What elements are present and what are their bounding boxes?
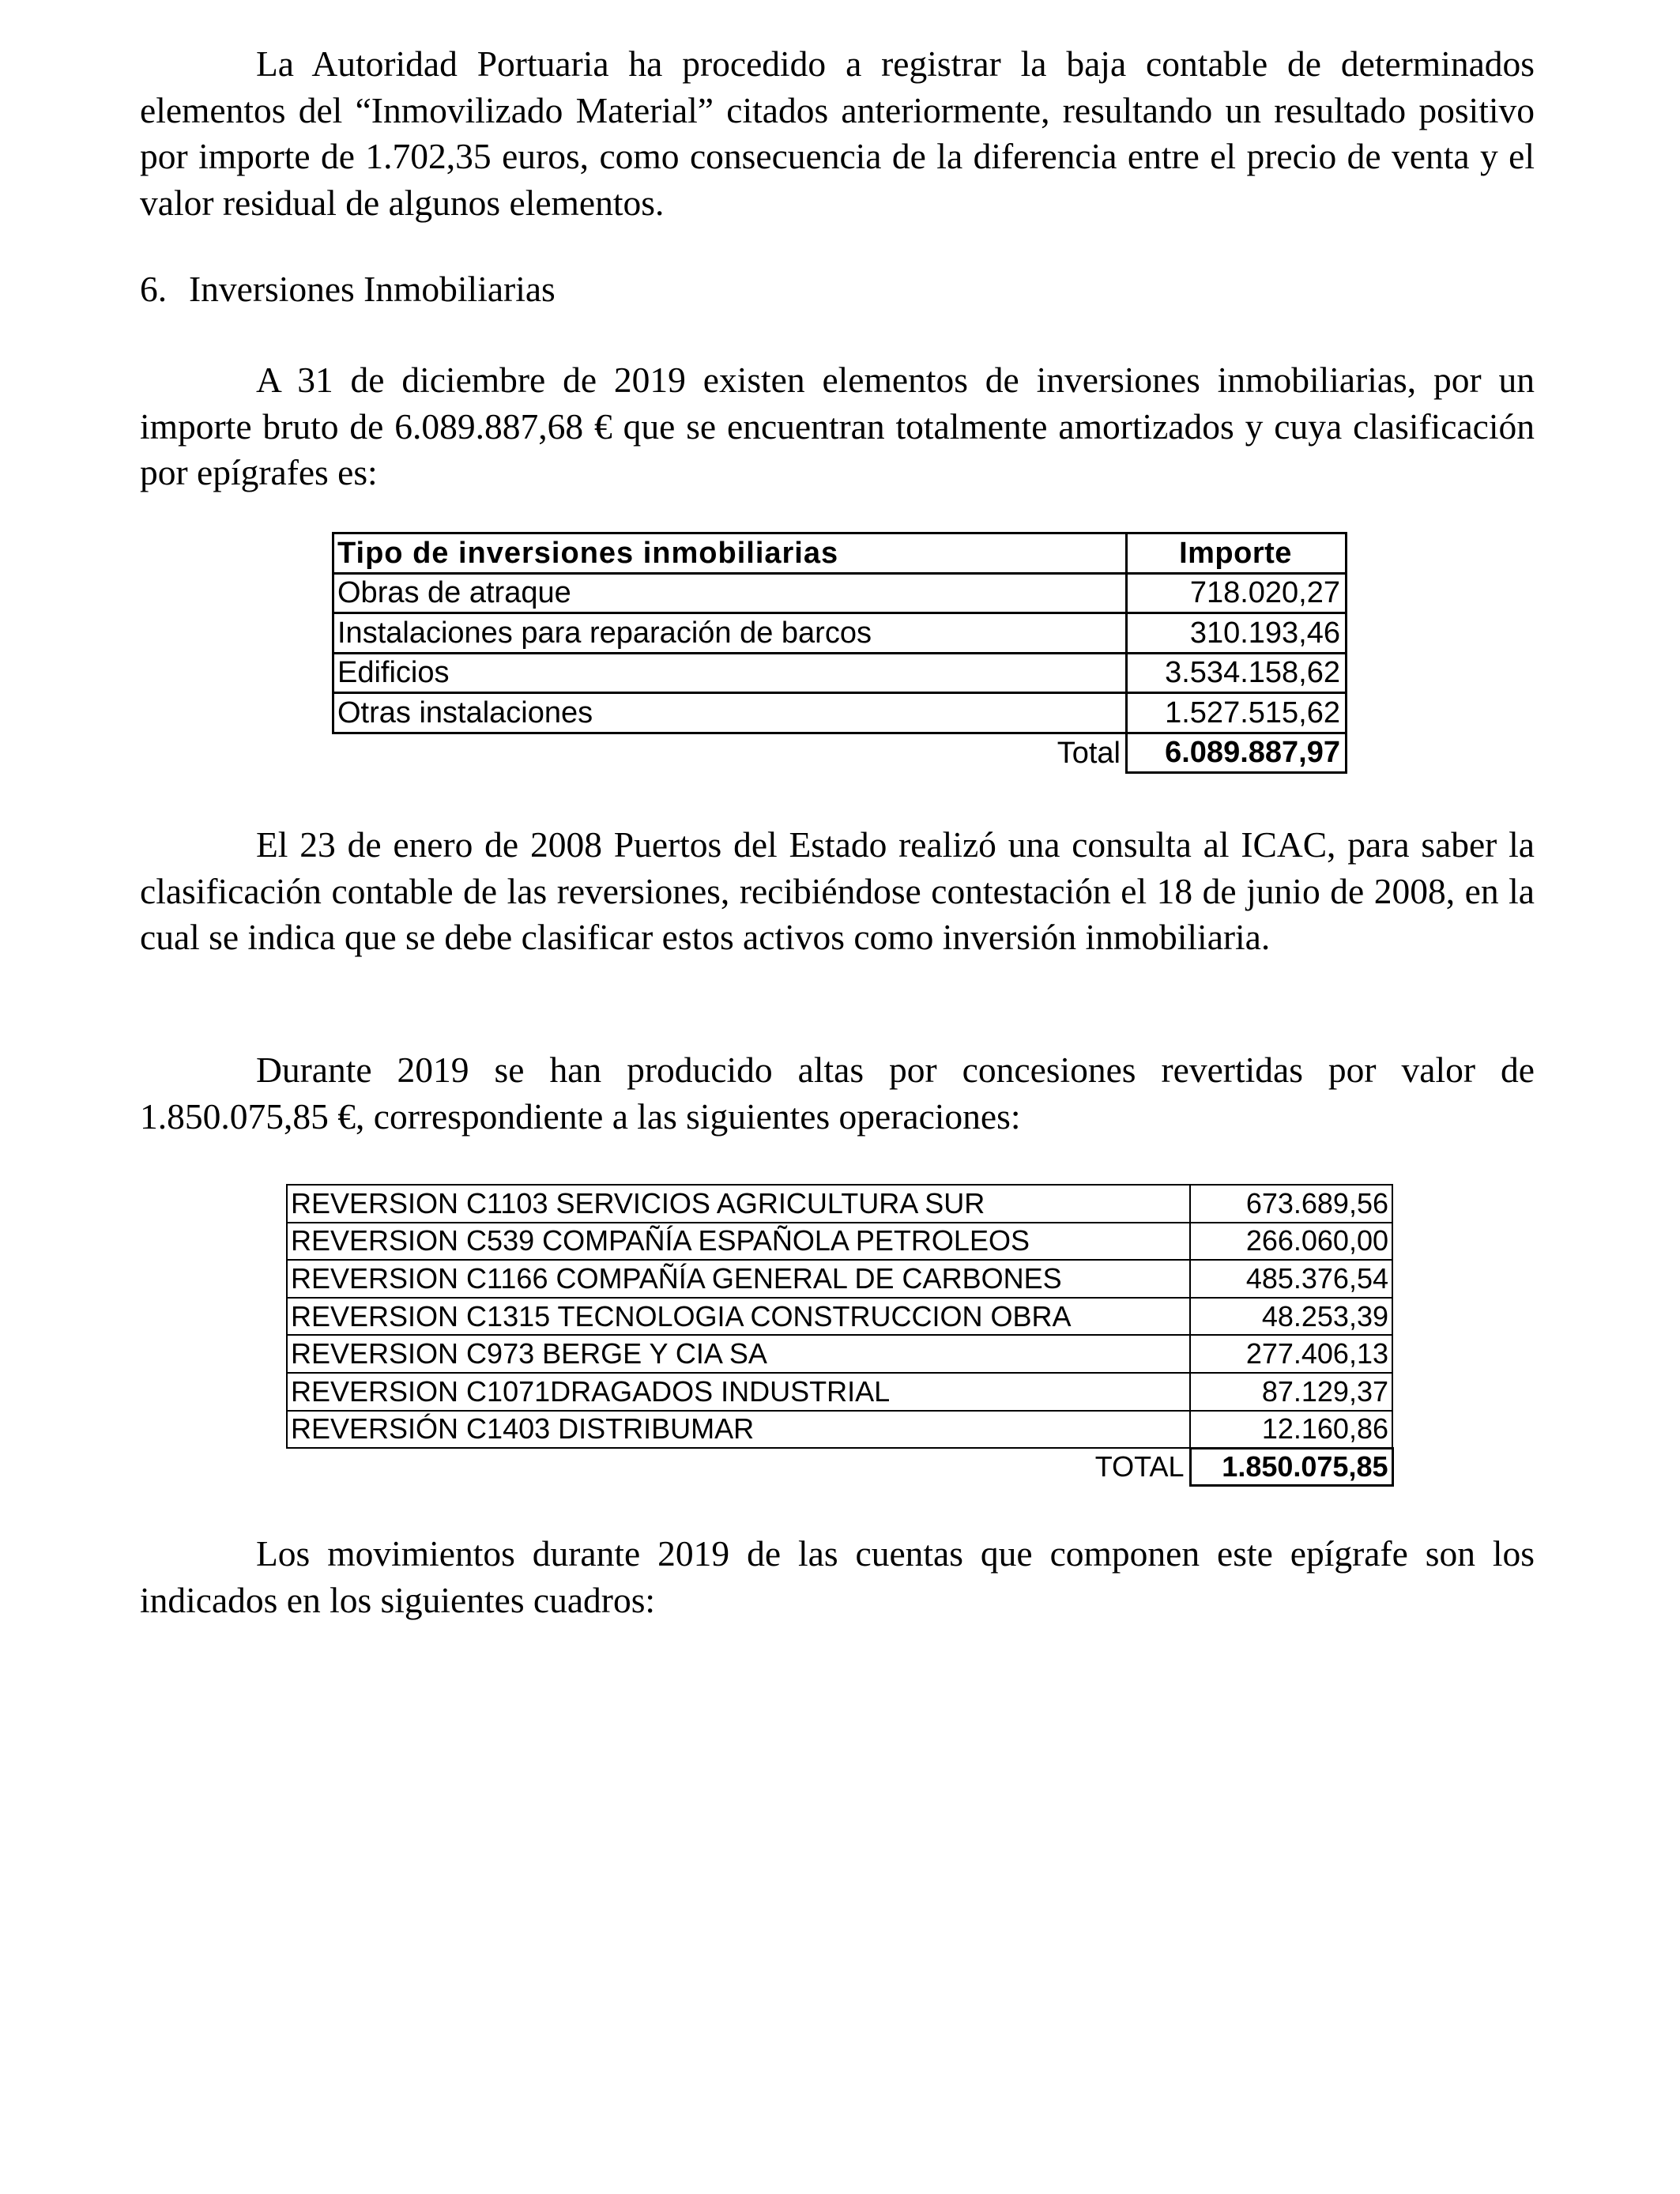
paragraph-text: Durante 2019 se han producido altas por concesiones revertidas por valor de 1.850.075,85 €, correspondiente a las siguientes operaciones: [140,1050,1535,1137]
row-amount: 673.689,56 [1190,1185,1392,1223]
total-label: TOTAL [1094,1450,1185,1483]
reversions-table [286,1184,1394,1487]
header-tipo: Tipo de inversiones inmobiliarias [333,533,1127,574]
row-label: Otras instalaciones [333,693,1127,733]
paragraph-text: Los movimientos durante 2019 de las cuentas que componen este epígrafe son los indicados en los siguientes cuadros: [140,1533,1535,1620]
row-label: REVERSION C1103 SERVICIOS AGRICULTURA SUR [287,1185,1190,1223]
paragraph-movimientos [140,1531,1535,1623]
investment-types-table [332,532,1347,774]
table-row [287,1411,1392,1449]
row-amount: 3.534.158,62 [1127,653,1347,693]
row-amount: 277.406,13 [1190,1335,1392,1373]
table-total-row [333,733,1347,773]
row-amount: 12.160,86 [1190,1411,1392,1449]
row-amount: 48.253,39 [1190,1298,1392,1336]
total-value: 1.850.075,85 [1190,1448,1392,1486]
paragraph-text: A 31 de diciembre de 2019 existen elementos de inversiones inmobiliarias, por un importe bruto de 6.089.887,68 € que se encuentran totalmente amortizados y cuya clasificación por epígrafes es: [140,360,1535,492]
row-label: Instalaciones para reparación de barcos [333,613,1127,654]
paragraph-icac-consulta [140,822,1535,961]
section-title: Inversiones Inmobiliarias [189,269,556,309]
table-row [333,653,1347,693]
row-label: REVERSION C1166 COMPAÑÍA GENERAL DE CARBONES [287,1260,1190,1298]
paragraph-altas-concesiones [140,1047,1535,1140]
paragraph-text: El 23 de enero de 2008 Puertos del Estado realizó una consulta al ICAC, para saber la clasificación contable de las reversiones, recibiéndose contestación el 18 de junio de 2008, en la cual se indica que se debe clasificar estos activos como inversión inmobiliaria. [140,824,1535,957]
table-row [333,693,1347,733]
row-amount: 718.020,27 [1127,573,1347,613]
table-row [287,1260,1392,1298]
table-row [287,1298,1392,1336]
row-amount: 310.193,46 [1127,613,1347,654]
header-importe: Importe [1127,533,1347,574]
total-value: 6.089.887,97 [1127,733,1347,773]
row-label: Edificios [333,653,1127,693]
table-row [287,1335,1392,1373]
row-label: REVERSIÓN C1403 DISTRIBUMAR [287,1411,1190,1449]
table-row [287,1185,1392,1223]
table-total-row [287,1448,1392,1486]
row-label: REVERSION C1315 TECNOLOGIA CONSTRUCCION OBRA [287,1298,1190,1336]
row-label: REVERSION C539 COMPAÑÍA ESPAÑOLA PETROLEOS [287,1223,1190,1261]
table-row [333,573,1347,613]
row-amount: 87.129,37 [1190,1373,1392,1411]
row-amount: 485.376,54 [1190,1260,1392,1298]
row-label: REVERSION C1071DRAGADOS INDUSTRIAL [287,1373,1190,1411]
row-amount: 266.060,00 [1190,1223,1392,1261]
paragraph-inversiones-intro [140,357,1535,496]
row-label: REVERSION C973 BERGE Y CIA SA [287,1335,1190,1373]
row-label: Obras de atraque [333,573,1127,613]
paragraph-baja-contable [140,41,1535,226]
paragraph-text: La Autoridad Portuaria ha procedido a registrar la baja contable de determinados elementos del “Inmovilizado Material” citados anteriormente, resultando un resultado positivo por importe de 1.702,35 euros, como consecuencia de la diferencia entre el precio de venta y el valor residual de algunos elementos. [140,43,1535,223]
table-header-row [333,533,1347,574]
table-row [287,1373,1392,1411]
table-row [287,1223,1392,1261]
row-amount: 1.527.515,62 [1127,693,1347,733]
section-number: 6. [140,269,168,309]
total-label: Total [1057,737,1121,770]
table-row [333,613,1347,654]
section-heading [140,266,556,313]
